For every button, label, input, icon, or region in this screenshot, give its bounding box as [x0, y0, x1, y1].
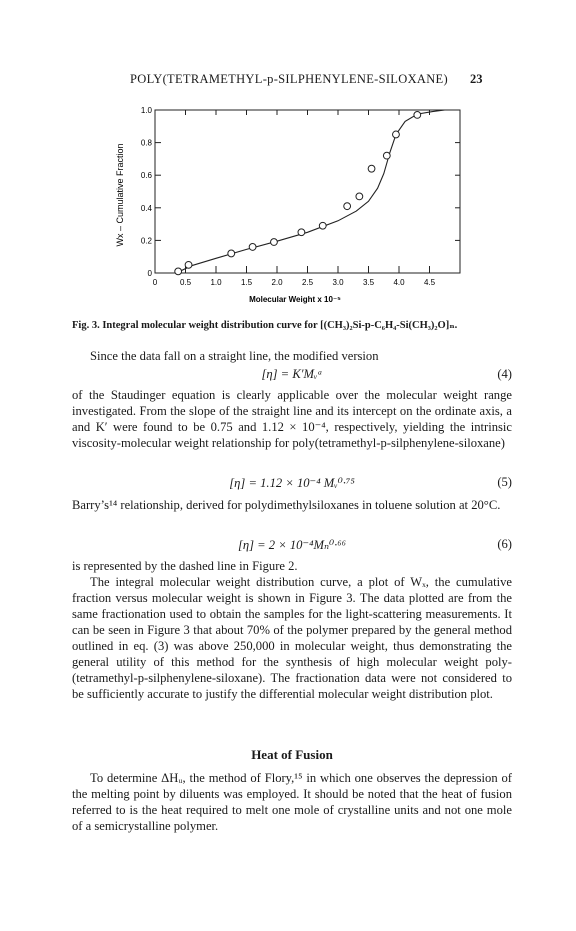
x-tick-label-8: 4.0	[393, 278, 405, 287]
distribution-curve	[176, 110, 445, 273]
figure-3-chart	[110, 95, 480, 315]
data-point-1	[185, 261, 192, 268]
paragraph-6: To determine ΔHᵤ, the method of Flory,¹⁵ in which one observes the depression of the melting point by diluents was employed. It should be noted that the heat of fusion referred to is the heat required to melt one mole of crystalline units and not one mole of a semicrystalline polymer.	[72, 771, 512, 833]
y-tick-label-3: 0.6	[140, 171, 152, 181]
x-tick-label-7: 3.5	[362, 278, 375, 287]
page-number: 23	[470, 72, 483, 86]
data-point-9	[368, 165, 375, 172]
x-tick-label-1: 0.5	[179, 278, 192, 287]
data-point-12	[414, 111, 421, 118]
chart-curve	[176, 110, 445, 273]
data-point-7	[344, 203, 351, 210]
running-title: POLY(TETRAMETHYL-p-SILPHENYLENE-SILOXANE)	[130, 72, 448, 86]
x-tick-label-2: 1.0	[210, 278, 222, 287]
paragraph-1: Since the data fall on a straight line, the modified version	[90, 349, 379, 363]
x-tick-label-3: 1.5	[240, 278, 253, 287]
y-tick-label-2: 0.4	[140, 203, 152, 213]
x-tick-label-6: 3.0	[332, 278, 344, 287]
equation-6-expression: [η] = 2 × 10⁻⁴Mₙ⁰·⁶⁶	[237, 538, 347, 552]
chart-axes	[141, 106, 460, 287]
equation-4	[72, 367, 512, 385]
y-tick-label-0: 0	[147, 269, 152, 278]
data-point-5	[298, 229, 305, 236]
data-point-11	[393, 131, 400, 138]
data-point-4	[271, 239, 278, 246]
y-axis-label: Wx – Cumulative Fraction	[115, 143, 125, 247]
equation-6-number: (6)	[497, 537, 512, 551]
paragraph-4: is represented by the dashed line in Figure 2.	[72, 559, 298, 573]
data-point-6	[319, 222, 326, 229]
x-tick-label-9: 4.5	[423, 278, 436, 287]
chart-points	[175, 111, 421, 274]
data-point-10	[383, 152, 390, 159]
equation-4-number: (4)	[497, 367, 512, 381]
data-point-0	[175, 268, 182, 275]
y-tick-label-4: 0.8	[140, 138, 152, 148]
equation-5	[72, 475, 512, 493]
x-tick-label-5: 2.5	[301, 278, 314, 287]
figure-caption: Fig. 3. Integral molecular weight distribution curve for [(CH₃)₂Si-p-C₆H₄-Si(CH₃)₂O]ₙ.	[72, 320, 458, 331]
data-point-2	[228, 250, 235, 257]
equation-5-number: (5)	[497, 475, 512, 489]
plot-frame	[155, 110, 460, 273]
paragraph-5: The integral molecular weight distribution curve, a plot of Wₓ, the cumulative fraction versus molecular weight is shown in Figure 3. The data plotted are from the same fractionation used to obtain the samples for the light-scattering measurements. It can be seen in Figure 3 that about 70% of the polymer prepared by the general method outlined in eq. (3) was above 250,000 in molecular weight, thus demonstrating the general utility of this method for the synthesis of high molecular weight poly-(tetramethyl-p-silphenylene-siloxane). The fractionation data were not considered to be sufficiently accurate to justify the differential molecular weight distribution plot.	[72, 575, 512, 701]
paragraph-2: of the Staudinger equation is clearly applicable over the molecular weight range investigated. From the slope of the straight line and its intercept on the ordinate axis, a and K′ were found to be 0.75 and 1.12 × 10⁻⁴, respectively, yielding the intrinsic viscosity-molecular weight relationship for poly(tetramethyl-p-silphenylene-siloxane)	[72, 388, 512, 450]
paragraph-3: Barry’s¹⁴ relationship, derived for polydimethylsiloxanes in toluene solution at 20°C.	[72, 498, 501, 512]
equation-5-expression: [η] = 1.12 × 10⁻⁴ Mᵥ⁰·⁷⁵	[229, 476, 355, 490]
y-tick-label-1: 0.2	[140, 236, 152, 246]
x-axis-label: Molecular Weight x 10⁻⁵	[249, 295, 341, 304]
equation-4-expression: [η] = K′Mᵥᵃ	[261, 367, 323, 381]
page-header	[0, 72, 576, 90]
data-point-8	[356, 193, 363, 200]
section-heading: Heat of Fusion	[251, 747, 333, 762]
data-point-3	[249, 244, 256, 251]
x-tick-label-4: 2.0	[271, 278, 283, 287]
y-tick-label-5: 1.0	[140, 106, 152, 115]
x-tick-label-0: 0	[152, 278, 158, 287]
equation-6	[72, 537, 512, 555]
